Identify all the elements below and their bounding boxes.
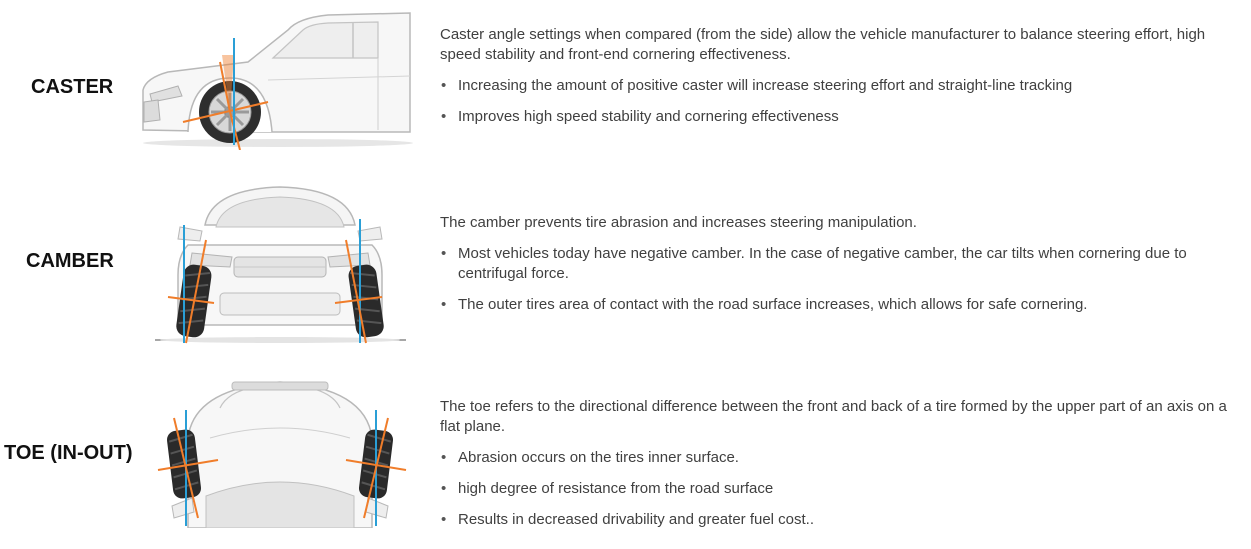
caster-description	[440, 25, 1230, 138]
caster-bullet-list	[440, 76, 1230, 127]
toe-label: TOE (IN-OUT)	[4, 442, 133, 464]
caster-car-illustration	[138, 10, 413, 150]
camber-car-illustration	[150, 185, 410, 350]
list-item: • Most vehicles today have negative camber. In the case of negative camber, the car tilts when cornering due to centrifugal force.	[440, 244, 1230, 284]
toe-intro: The toe refers to the directional difference between the front and back of a tire formed by the upper part of an axis on a flat plane.	[440, 398, 1227, 435]
list-item: • Abrasion occurs on the tires inner surface.	[440, 448, 1230, 468]
camber-bullet-list	[440, 244, 1230, 315]
toe-car-illustration	[150, 378, 410, 528]
list-item: • The outer tires area of contact with the road surface increases, which allows for safe cornering.	[440, 295, 1230, 315]
camber-description	[440, 213, 1230, 326]
caster-intro: Caster angle settings when compared (from the side) allow the vehicle manufacturer to balance steering effort, high speed stability and front-end cornering effectiveness.	[440, 26, 1206, 63]
list-item: • high degree of resistance from the road surface	[440, 479, 1230, 499]
list-item: • Increasing the amount of positive caster will increase steering effort and straight-line tracking	[440, 76, 1230, 96]
list-item: • Improves high speed stability and cornering effectiveness	[440, 107, 1230, 127]
list-item: • Results in decreased drivability and greater fuel cost..	[440, 510, 1230, 530]
caster-label: CASTER	[31, 76, 114, 98]
camber-label: CAMBER	[26, 250, 114, 272]
camber-intro: The camber prevents tire abrasion and increases steering manipulation.	[440, 214, 917, 231]
toe-description	[440, 397, 1230, 541]
toe-bullet-list	[440, 448, 1230, 530]
